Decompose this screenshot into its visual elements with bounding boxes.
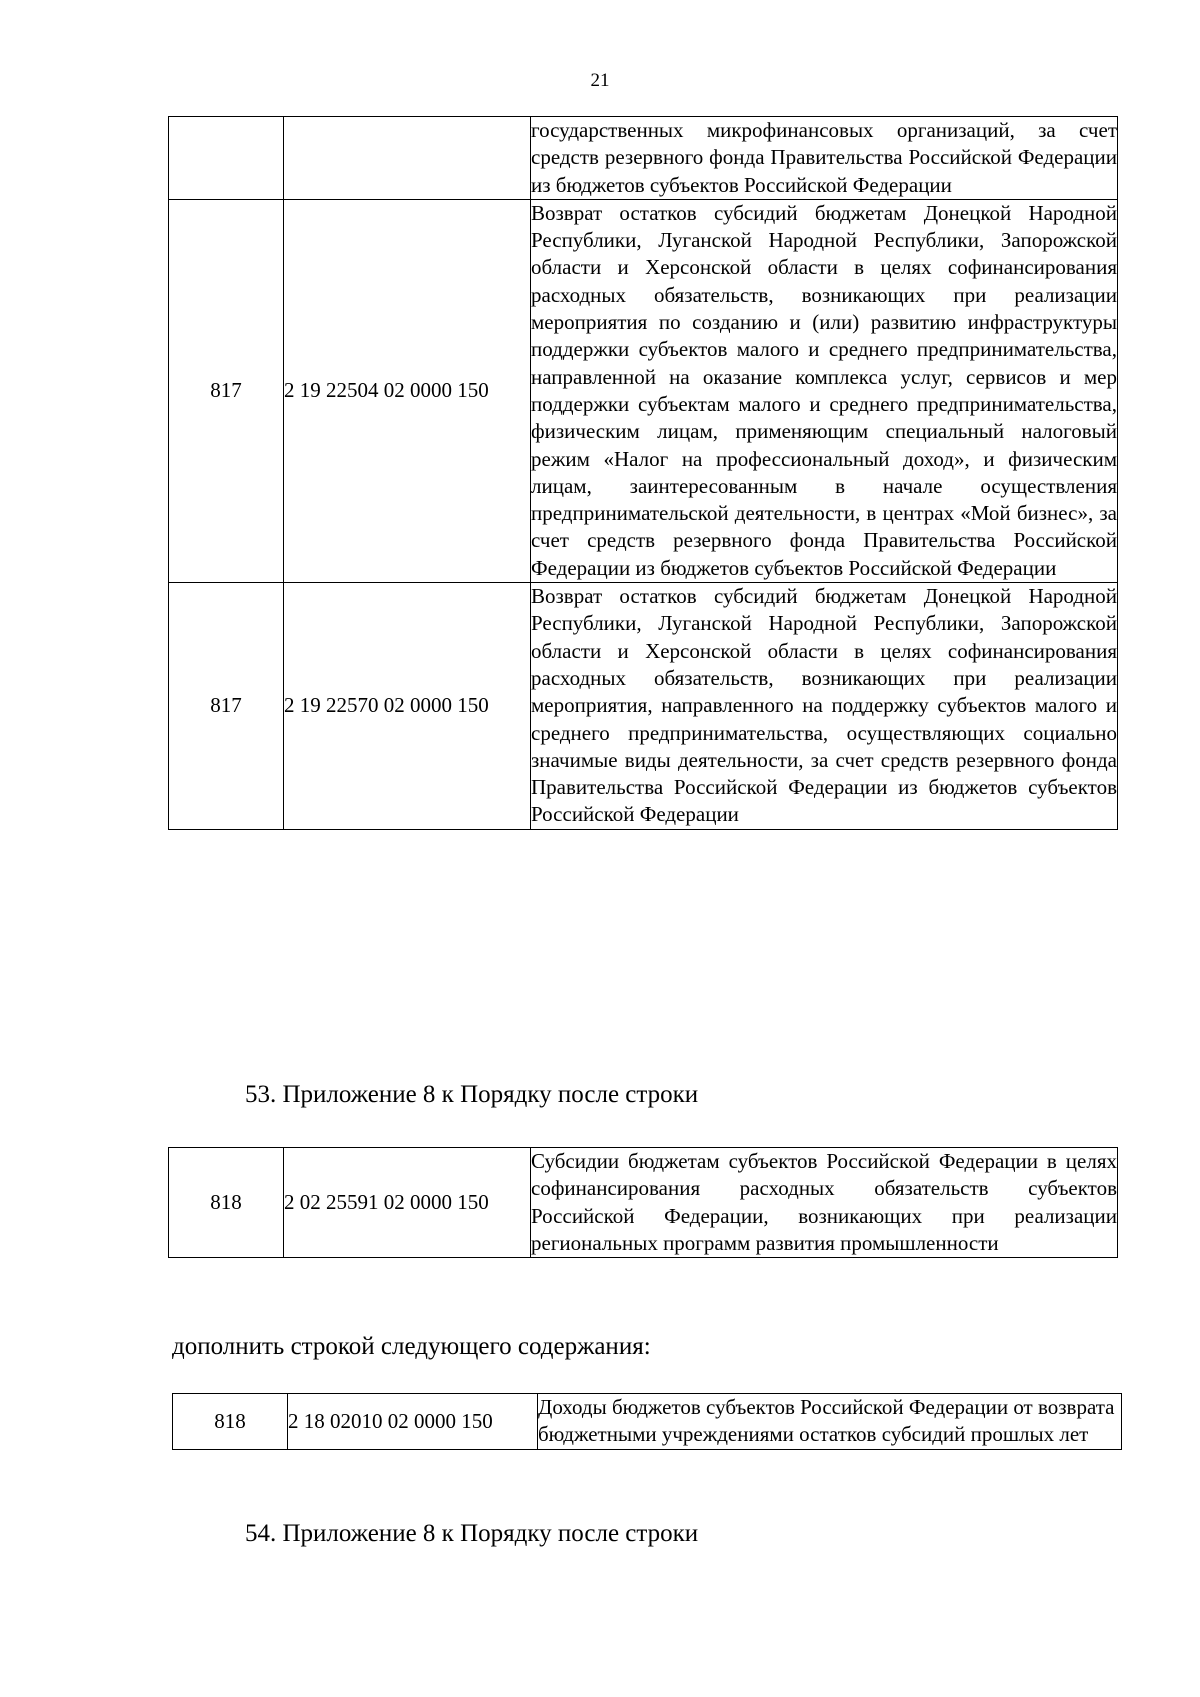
kbk-cell: 2 19 22504 02 0000 150 <box>284 199 531 582</box>
paragraph-54: 54. Приложение 8 к Порядку после строки <box>245 1520 699 1547</box>
admin-code-cell <box>169 117 284 200</box>
table-row <box>169 1148 1118 1258</box>
revenue-name-cell: государственных микрофинансовых организаций, за счет средств резервного фонда Правительства Российской Федерации из бюджетов субъектов Российской Федерации <box>531 117 1118 200</box>
admin-code-cell: 817 <box>169 199 284 582</box>
kbk-cell: 2 19 22570 02 0000 150 <box>284 583 531 830</box>
revenue-name-cell: Доходы бюджетов субъектов Российской Федерации от возврата бюджетными учреждениями остатков субсидий прошлых лет <box>538 1394 1122 1450</box>
table-row <box>173 1394 1122 1450</box>
revenue-name-cell: Субсидии бюджетам субъектов Российской Федерации в целях софинансирования расходных обязательств субъектов Российской Федерации, возникающих при реализации региональных программ развития промышленности <box>531 1148 1118 1258</box>
admin-code-cell: 818 <box>173 1394 288 1450</box>
supplement-instruction: дополнить строкой следующего содержания: <box>172 1333 651 1360</box>
admin-code-cell: 818 <box>169 1148 284 1258</box>
budget-codes-table-continuation <box>168 116 1118 830</box>
admin-code-cell: 817 <box>169 583 284 830</box>
table-row <box>169 117 1118 200</box>
page-number: 21 <box>590 70 610 91</box>
reference-row-table <box>168 1147 1118 1258</box>
revenue-name-cell: Возврат остатков субсидий бюджетам Донецкой Народной Республики, Луганской Народной Республики, Запорожской области и Херсонской области в целях софинансирования расходных обязательств, возникающих при реализации мероприятия, направленного на поддержку субъектов малого и среднего предпринимательства, осуществляющих социально значимые виды деятельности, за счет средств резервного фонда Правительства Российской Федерации из бюджетов субъектов Российской Федерации <box>531 583 1118 830</box>
table-row <box>169 583 1118 830</box>
table-row <box>169 199 1118 582</box>
new-row-table <box>172 1393 1122 1450</box>
revenue-name-cell: Возврат остатков субсидий бюджетам Донецкой Народной Республики, Луганской Народной Республики, Запорожской области и Херсонской области в целях софинансирования расходных обязательств, возникающих при реализации мероприятия по созданию и (или) развитию инфраструктуры поддержки субъектов малого и среднего предпринимательства, направленной на оказание комплекса услуг, сервисов и мер поддержки субъектам малого и среднего предпринимательства, физическим лицам, применяющим специальный налоговый режим «Налог на профессиональный доход», и физическим лицам, заинтересованным в начале осуществления предпринимательской деятельности, в центрах «Мой бизнес», за счет средств резервного фонда Правительства Российской Федерации из бюджетов субъектов Российской Федерации <box>531 199 1118 582</box>
kbk-cell: 2 02 25591 02 0000 150 <box>284 1148 531 1258</box>
paragraph-53: 53. Приложение 8 к Порядку после строки <box>245 1081 699 1108</box>
kbk-cell: 2 18 02010 02 0000 150 <box>288 1394 538 1450</box>
kbk-cell <box>284 117 531 200</box>
